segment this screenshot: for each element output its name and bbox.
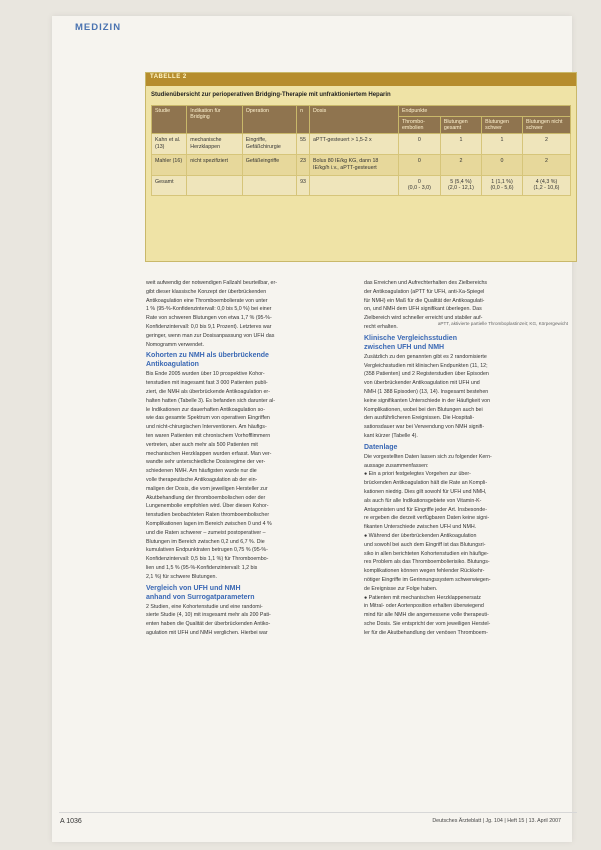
cell-blutungen-schwer: 1	[482, 134, 523, 155]
cell-n: 23	[297, 154, 310, 175]
cell-dose: aPTT-gesteuert > 1,5-2 x	[309, 134, 398, 155]
cell-n: 93	[297, 175, 310, 196]
table-row	[152, 175, 571, 196]
journal-citation: Deutsches Ärzteblatt | Jg. 104 | Heft 15 | 13. April 2007	[432, 818, 561, 824]
left-column	[146, 279, 356, 638]
paragraph: 2 Studien, eine Kohortenstudie und eine randomi- sierte Studie (4, 10) mit insgesamt mehr als 200 Pati- enten haben die Qualität der überbrückenden Antiko- agulation mit UFH und NMH verglichen. Hierbei war	[146, 603, 271, 636]
section-title: MEDIZIN	[75, 22, 122, 33]
cell-thromboembolien: 0 (0,0 - 3,0)	[398, 175, 440, 196]
cell-blutungen-gesamt: 5 (5,4 %) (2,0 - 12,1)	[440, 175, 481, 196]
subheader-blutungen-schwer: Blutungen schwer	[482, 117, 523, 134]
cell-indication: mechanische Herzklappen	[187, 134, 242, 155]
col-header-indikation: Indikation für Bridging	[187, 106, 242, 134]
cell-study: Gesamt	[152, 175, 187, 196]
cell-dose: Bolus 80 IE/kg KG, dann 18 IE/kg/h i.v., aPTT-gesteuert	[309, 154, 398, 175]
table-label: TABELLE 2	[150, 74, 187, 80]
right-column	[364, 279, 574, 637]
subheader-thromboembolien: Thrombo-embolien	[398, 117, 440, 134]
paragraph: Zusätzlich zu den genannten gibt es 2 randomisierte Vergleichsstudien mit klinischen Endpunkten (11, 12; (358 Patienten) und 2 Registerstudien über Episoden von überbrückender Antikoagulation mit UFH und NMH (1 388 Episoden) (13, 14). Insgesamt bestehen keine signifikanten Unterschiede in der Häufigkeit von Komplikationen, wobei bei den Blutungen auch bei den ausführlicheren Ereignissen. Die Hospitali- sationsdauer war bei Verwendung von NMH signifi- kant kürzer (Tabelle 4).	[364, 353, 491, 439]
footer-divider	[59, 812, 577, 813]
cell-blutungen-gesamt: 1	[440, 134, 481, 155]
cell-operation: Eingriffe, Gefäßchirurgie	[242, 134, 296, 155]
cell-blutungen-gesamt: 2	[440, 154, 481, 175]
subheading: Datenlage	[364, 443, 398, 451]
paragraph: das Erreichen und Aufrechterhalten des Zielbereichs der Antikoagulation (aPTT für UFH, anti-Xa-Spiegel für NMH) ein Maß für die Qualität der Antikoagulati- on, und NMH dem UFH signifikant überlegen. Das Zielbereich wird schneller erreicht und stabiler auf- recht erhalten.	[364, 280, 488, 330]
paragraph: Bis Ende 2005 wurden über 10 prospektive Kohor- tenstudien mit insgesamt fast 3 000 Patienten publi- ziert, die NMH als überbrückende Antikoagulation er- halten hatten (Tabelle 3). Es befanden sich darunter al- le Indikationen zur dauerhaften Antikoagulation so- wie das gesamte Spektrum von operativen Eingriffen und nicht-chirurgischen Interventionen. Am häufigs- ten waren Patienten mit chronischem Vorhofflimmern vertreten, aber auch mehr als 500 Patienten mit mechanischen Herzklappen wurden erfasst. Man ver- wandte sehr unterschiedliche Dosisregime der ver- schiedenen NMH. Am häufigsten wurde nur die volle therapeutische Antikoagulation ab der ein- maligen der Dosis, die vom jeweiligen Hersteller zur Akutbehandlung der thromboembolischen oder der Lungenembolie empfohlen wird. Über diesen Kohor- tenstudien beobachteten Raten thromboembolischer Komplikationen lagen im Bereich zwischen 0 und 4 % und die Raten schwerer – zumeist postoperativer – Blutungen im Bereich zwischen 0,2 und 6,7 %. Die kumulativen Endpunktraten betrugen 0,75 % (95-%- Konfidenzintervall: 0,5 bis 1,1 %) für Thromboembo- lien und 1,5 % (95-%-Konfidenzintervall: 1,2 bis 2,1 %) für schwere Blutungen.	[146, 371, 275, 580]
table-title: Studienübersicht zur perioperativen Bridging-Therapie mit unfraktioniertem Heparin	[151, 92, 391, 98]
cell-operation	[242, 175, 296, 196]
cell-indication: nicht spezifiziert	[187, 154, 242, 175]
data-table	[151, 105, 571, 196]
subheading: Kohorten zu NMH als überbrückende Antikoagulation	[146, 352, 269, 369]
cell-blutungen-nicht-schwer: 2	[522, 154, 570, 175]
subheading: Klinische Vergleichsstudien zwischen UFH und NMH	[364, 334, 457, 351]
subheader-blutungen-gesamt: Blutungen gesamt	[440, 117, 481, 134]
page-number: A 1036	[60, 818, 82, 825]
table-row	[152, 134, 571, 155]
cell-dose	[309, 175, 398, 196]
paragraph: weit aufwendig der notwendigen Fallzahl beurteilbar, er- gibt dieser klassische Konzept der überbrückenden Antikoagulation eine Thromboembolierate von unter 1 % (95-%-Konfidenzintervall: 0,0 bis 5,0 %) bei einer Rate von schweren Blutungen von etwa 1,7 % (95-%- Konfidenzintervall: 0,0 bis 9,1 Prozent). Letzteres war geringer, wenn man zur Dosisanpassung von UFH das Nomogramm verwendet.	[146, 280, 278, 348]
cell-n: 55	[297, 134, 310, 155]
table-row	[152, 154, 571, 175]
paragraph: Die vorgestellten Daten lassen sich zu folgender Kern- aussage zusammenfassen: ● Ein a priori festgelegtes Vorgehen zur über- brückenden Antikoagulation hält die Rate an Kompli- kationen niedrig. Dies gilt sowohl für UFH und NMH, als auch für alle Indikationsgebiete von Vitamin-K- Antagonisten und für Eingriffe jeder Art. Insbesonde- re ergeben die derzeit verfügbaren Daten keine signi- fikanten Unterschiede zwischen UFH und NMH. ● Während der überbrückenden Antikoagulation und sowohl bei auch dem Eingriff ist das Blutungsri- siko in allen berichteten Kohortenstudien ein häufige- res Problem als das Thromboembolierisiko. Blutungs- komplikationen können wegen fehlender Rückkehr- nötiger Eingriffe im Gerinnungssystem schwerwiegen- de Ereignisse zur Folge haben. ● Patienten mit mechanischen Herzklappenersatz in Mitral- oder Aortenposition erhalten überwiegend mind für alle NMH die angemessene volle therapeuti- sche Dosis. Sie entspricht der vom jeweiligen Herstel- ler für die Akutbehandlung der venösen Thromboem-	[364, 453, 492, 636]
col-header-studie: Studie	[152, 106, 187, 134]
col-header-n: n	[297, 106, 310, 134]
col-header-dosis: Dosis	[309, 106, 398, 134]
col-header-operation: Operation	[242, 106, 296, 134]
cell-study: Mahler (16)	[152, 154, 187, 175]
cell-thromboembolien: 0	[398, 134, 440, 155]
cell-blutungen-schwer: 0	[482, 154, 523, 175]
col-header-endpunkte: Endpunkte	[398, 106, 570, 117]
cell-blutungen-schwer: 1 (1,1 %) (0,0 - 5,6)	[482, 175, 523, 196]
cell-study: Kahn et al. (13)	[152, 134, 187, 155]
subheading: Vergleich von UFH und NMH anhand von Surrogatparametern	[146, 584, 255, 601]
table-footnote: aPTT, aktivierte partielle Thromboplastinzeit; KG, Körpergewicht	[437, 321, 568, 326]
cell-operation: Gefäßeingriffe	[242, 154, 296, 175]
table-header-bar	[146, 73, 576, 86]
subheader-blutungen-nicht-schwer: Blutungen nicht schwer	[522, 117, 570, 134]
cell-blutungen-nicht-schwer: 4 (4,3 %) (1,2 - 10,6)	[522, 175, 570, 196]
cell-indication	[187, 175, 242, 196]
cell-thromboembolien: 0	[398, 154, 440, 175]
cell-blutungen-nicht-schwer: 2	[522, 134, 570, 155]
